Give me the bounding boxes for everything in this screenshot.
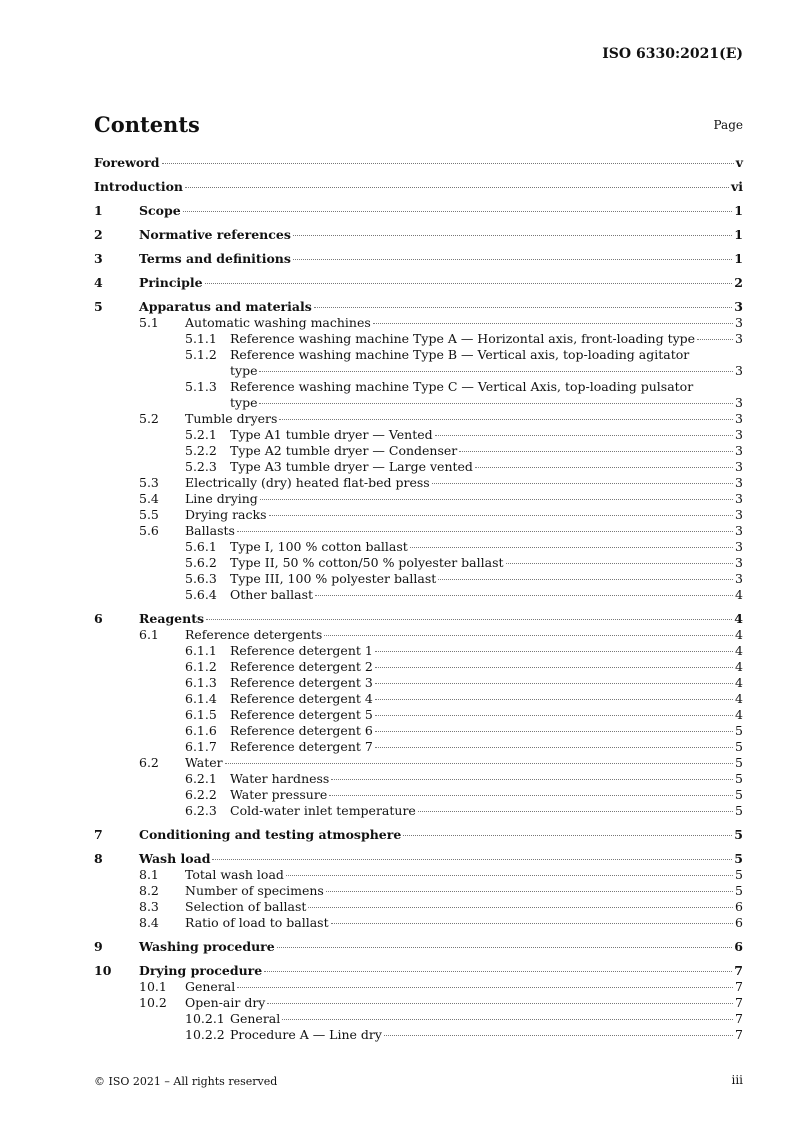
toc-entry-page: 4 bbox=[735, 587, 743, 602]
toc-entry-title: Wash load bbox=[139, 851, 211, 866]
table-of-contents bbox=[94, 155, 743, 1043]
toc-entry-title: Drying racks bbox=[185, 507, 267, 522]
toc-entry-title: Introduction bbox=[94, 179, 184, 194]
toc-entry-number: 3 bbox=[94, 251, 103, 266]
toc-entry-title: Reference detergents bbox=[185, 627, 323, 642]
dot-leader bbox=[267, 1003, 733, 1004]
toc-entry-number: 10.2.2 bbox=[185, 1027, 225, 1042]
toc-entry[interactable] bbox=[94, 331, 743, 347]
toc-entry-page: 5 bbox=[735, 723, 743, 738]
toc-entry-page: v bbox=[735, 155, 743, 170]
toc-entry[interactable] bbox=[94, 411, 743, 427]
dot-leader bbox=[308, 907, 733, 908]
toc-entry[interactable] bbox=[94, 347, 743, 379]
toc-entry-number: 4 bbox=[94, 275, 103, 290]
toc-entry-page: 7 bbox=[735, 979, 743, 994]
toc-entry-title: Normative references bbox=[139, 227, 291, 242]
toc-entry[interactable] bbox=[94, 771, 743, 787]
toc-entry-title: Foreword bbox=[94, 155, 160, 170]
toc-entry[interactable] bbox=[94, 379, 743, 411]
toc-entry-page: 4 bbox=[735, 659, 743, 674]
toc-entry-number: 5 bbox=[94, 299, 103, 314]
dot-leader bbox=[432, 483, 733, 484]
toc-entry-page: 5 bbox=[735, 771, 743, 786]
dot-leader bbox=[375, 699, 733, 700]
toc-entry-title: Water bbox=[185, 755, 223, 770]
toc-entry-number: 6.1.4 bbox=[185, 691, 217, 706]
toc-entry-number: 5.6.3 bbox=[185, 571, 217, 586]
toc-entry-title: Type I, 100 % cotton ballast bbox=[230, 539, 408, 554]
toc-entry-number: 5.2.1 bbox=[185, 427, 217, 442]
toc-entry-title: Reference washing machine Type C — Vertical Axis, top-loading pulsator bbox=[230, 379, 694, 394]
page-title: Contents bbox=[94, 112, 200, 137]
toc-entry-title: Conditioning and testing atmosphere bbox=[139, 827, 402, 842]
toc-entry-number: 1 bbox=[94, 203, 103, 218]
dot-leader bbox=[459, 451, 733, 452]
toc-entry-title: Reagents bbox=[139, 611, 205, 626]
dot-leader bbox=[260, 499, 733, 500]
toc-entry-page: 7 bbox=[734, 963, 743, 978]
toc-entry-title: Terms and definitions bbox=[139, 251, 291, 266]
toc-entry-title-continued: type bbox=[230, 363, 258, 378]
toc-entry-title-continued: type bbox=[230, 395, 258, 410]
toc-entry[interactable] bbox=[94, 803, 743, 819]
toc-entry-title: Principle bbox=[139, 275, 203, 290]
dot-leader bbox=[475, 467, 733, 468]
toc-entry-number: 5.3 bbox=[139, 475, 159, 490]
toc-entry[interactable] bbox=[94, 251, 743, 267]
toc-entry[interactable] bbox=[94, 443, 743, 459]
toc-entry[interactable] bbox=[94, 691, 743, 707]
toc-entry[interactable] bbox=[94, 275, 743, 291]
toc-entry-page: 5 bbox=[735, 883, 743, 898]
toc-entry[interactable] bbox=[94, 587, 743, 603]
toc-entry[interactable] bbox=[94, 899, 743, 915]
toc-entry-title: Reference detergent 1 bbox=[230, 643, 373, 658]
toc-entry-number: 5.1.3 bbox=[185, 379, 217, 394]
toc-entry-number: 5.2.2 bbox=[185, 443, 217, 458]
toc-entry-title: Apparatus and materials bbox=[139, 299, 312, 314]
page-column-label: Page bbox=[713, 118, 743, 132]
toc-entry[interactable] bbox=[94, 659, 743, 675]
toc-entry[interactable] bbox=[94, 475, 743, 491]
toc-entry-page: 6 bbox=[735, 915, 743, 930]
toc-entry-page: 2 bbox=[734, 275, 743, 290]
toc-entry-page: 4 bbox=[735, 643, 743, 658]
dot-leader bbox=[206, 619, 732, 620]
dot-leader bbox=[329, 795, 733, 796]
toc-entry-title: Type II, 50 % cotton/50 % polyester ballast bbox=[230, 555, 504, 570]
toc-entry-number: 5.4 bbox=[139, 491, 159, 506]
toc-entry[interactable] bbox=[94, 851, 743, 867]
toc-entry[interactable] bbox=[94, 427, 743, 443]
toc-entry-title: Ratio of load to ballast bbox=[185, 915, 329, 930]
toc-entry-number: 9 bbox=[94, 939, 103, 954]
toc-entry-number: 2 bbox=[94, 227, 103, 242]
toc-entry[interactable] bbox=[94, 883, 743, 899]
dot-leader bbox=[185, 187, 729, 188]
toc-entry[interactable] bbox=[94, 675, 743, 691]
toc-entry-number: 5.6.2 bbox=[185, 555, 217, 570]
dot-leader bbox=[277, 947, 733, 948]
toc-entry-title: Reference detergent 5 bbox=[230, 707, 373, 722]
toc-entry-number: 8.1 bbox=[139, 867, 159, 882]
toc-entry-page: 4 bbox=[735, 675, 743, 690]
toc-entry-page: 4 bbox=[735, 707, 743, 722]
toc-entry-page: 3 bbox=[735, 555, 743, 570]
toc-entry-title: General bbox=[185, 979, 236, 994]
toc-entry-page: 3 bbox=[735, 443, 743, 458]
dot-leader bbox=[282, 1019, 733, 1020]
toc-entry-title: Type A1 tumble dryer — Vented bbox=[230, 427, 433, 442]
toc-entry-title: Ballasts bbox=[185, 523, 235, 538]
dot-leader bbox=[326, 891, 733, 892]
dot-leader bbox=[438, 579, 733, 580]
dot-leader bbox=[269, 515, 734, 516]
toc-entry[interactable] bbox=[94, 507, 743, 523]
toc-entry[interactable] bbox=[94, 867, 743, 883]
toc-entry[interactable] bbox=[94, 155, 743, 171]
toc-entry[interactable] bbox=[94, 555, 743, 571]
toc-entry-number: 5.1 bbox=[139, 315, 159, 330]
toc-entry-page: 5 bbox=[735, 803, 743, 818]
toc-entry-page: 3 bbox=[735, 395, 743, 410]
toc-entry-title: Automatic washing machines bbox=[185, 315, 371, 330]
dot-leader bbox=[375, 667, 733, 668]
toc-entry-page: 1 bbox=[734, 203, 743, 218]
toc-entry-number: 5.6.4 bbox=[185, 587, 217, 602]
toc-entry[interactable] bbox=[94, 787, 743, 803]
toc-entry-number: 10.2.1 bbox=[185, 1011, 225, 1026]
toc-entry-page: 3 bbox=[735, 491, 743, 506]
dot-leader bbox=[293, 259, 732, 260]
toc-entry[interactable] bbox=[94, 203, 743, 219]
toc-entry[interactable] bbox=[94, 979, 743, 995]
dot-leader bbox=[315, 595, 733, 596]
dot-leader bbox=[286, 875, 733, 876]
toc-entry-number: 7 bbox=[94, 827, 103, 842]
dot-leader bbox=[237, 987, 733, 988]
toc-entry-page: 3 bbox=[735, 571, 743, 586]
toc-entry-page: vi bbox=[730, 179, 743, 194]
toc-entry-number: 8.2 bbox=[139, 883, 159, 898]
toc-entry-page: 5 bbox=[735, 787, 743, 802]
toc-entry[interactable] bbox=[94, 571, 743, 587]
toc-entry-page: 5 bbox=[735, 867, 743, 882]
dot-leader bbox=[205, 283, 733, 284]
toc-entry-title: Electrically (dry) heated flat-bed press bbox=[185, 475, 430, 490]
toc-entry-number: 6.1.1 bbox=[185, 643, 217, 658]
dot-leader bbox=[324, 635, 733, 636]
toc-entry[interactable] bbox=[94, 627, 743, 643]
toc-entry-page: 6 bbox=[734, 939, 743, 954]
toc-entry-page: 7 bbox=[735, 1027, 743, 1042]
toc-entry[interactable] bbox=[94, 739, 743, 755]
toc-entry-title: Type A3 tumble dryer — Large vented bbox=[230, 459, 473, 474]
toc-entry-title: Reference washing machine Type B — Vertical axis, top-loading agitator bbox=[230, 347, 690, 362]
dot-leader bbox=[237, 531, 733, 532]
dot-leader bbox=[212, 859, 732, 860]
toc-entry-title: Reference detergent 7 bbox=[230, 739, 373, 754]
toc-entry-title: Line drying bbox=[185, 491, 258, 506]
dot-leader bbox=[259, 403, 733, 404]
toc-entry-number: 6.1.2 bbox=[185, 659, 217, 674]
toc-entry-number: 6.1.3 bbox=[185, 675, 217, 690]
toc-entry[interactable] bbox=[94, 315, 743, 331]
toc-entry-number: 5.2 bbox=[139, 411, 159, 426]
toc-entry[interactable] bbox=[94, 611, 743, 627]
dot-leader bbox=[384, 1035, 733, 1036]
toc-entry-page: 4 bbox=[735, 627, 743, 642]
dot-leader bbox=[331, 923, 733, 924]
dot-leader bbox=[375, 715, 733, 716]
dot-leader bbox=[225, 763, 733, 764]
toc-entry-number: 5.2.3 bbox=[185, 459, 217, 474]
toc-entry-page: 4 bbox=[734, 611, 743, 626]
toc-entry[interactable] bbox=[94, 827, 743, 843]
toc-entry-page: 7 bbox=[735, 1011, 743, 1026]
dot-leader bbox=[331, 779, 733, 780]
dot-leader bbox=[375, 731, 733, 732]
copyright-notice: © ISO 2021 – All rights reserved bbox=[94, 1075, 278, 1088]
toc-entry-page: 3 bbox=[735, 363, 743, 378]
toc-entry[interactable] bbox=[94, 1011, 743, 1027]
dot-leader bbox=[314, 307, 733, 308]
page-number: iii bbox=[731, 1073, 743, 1087]
toc-entry-number: 5.1.1 bbox=[185, 331, 217, 346]
toc-entry-number: 8.4 bbox=[139, 915, 159, 930]
toc-entry-number: 6.2.3 bbox=[185, 803, 217, 818]
toc-entry-number: 6.1.7 bbox=[185, 739, 217, 754]
toc-entry-number: 8.3 bbox=[139, 899, 159, 914]
toc-entry-title: Water hardness bbox=[230, 771, 330, 786]
toc-entry[interactable] bbox=[94, 459, 743, 475]
toc-entry-number: 5.6.1 bbox=[185, 539, 217, 554]
toc-entry-title: Water pressure bbox=[230, 787, 328, 802]
toc-entry[interactable] bbox=[94, 179, 743, 195]
toc-entry[interactable] bbox=[94, 707, 743, 723]
toc-entry-number: 6.1.5 bbox=[185, 707, 217, 722]
toc-entry-page: 5 bbox=[735, 739, 743, 754]
dot-leader bbox=[375, 651, 733, 652]
toc-entry-page: 3 bbox=[735, 411, 743, 426]
toc-entry-title: Total wash load bbox=[185, 867, 284, 882]
toc-entry-number: 10.1 bbox=[139, 979, 167, 994]
toc-entry-number: 5.6 bbox=[139, 523, 159, 538]
toc-entry-number: 10.2 bbox=[139, 995, 167, 1010]
toc-entry-page: 3 bbox=[734, 299, 743, 314]
toc-entry-page: 1 bbox=[734, 251, 743, 266]
toc-entry-page: 3 bbox=[735, 331, 743, 346]
toc-entry[interactable] bbox=[94, 643, 743, 659]
toc-entry-page: 4 bbox=[735, 691, 743, 706]
dot-leader bbox=[259, 371, 733, 372]
toc-entry-number: 10 bbox=[94, 963, 112, 978]
toc-entry-title: Tumble dryers bbox=[185, 411, 278, 426]
dot-leader bbox=[410, 547, 733, 548]
toc-entry-title: Reference washing machine Type A — Horizontal axis, front-loading type bbox=[230, 331, 696, 346]
toc-entry-page: 1 bbox=[734, 227, 743, 242]
toc-entry[interactable] bbox=[94, 227, 743, 243]
dot-leader bbox=[375, 747, 733, 748]
toc-entry-page: 6 bbox=[735, 899, 743, 914]
toc-entry-page: 5 bbox=[734, 851, 743, 866]
toc-entry-number: 6.1.6 bbox=[185, 723, 217, 738]
dot-leader bbox=[375, 683, 733, 684]
toc-entry-number: 6 bbox=[94, 611, 103, 626]
toc-entry-page: 5 bbox=[734, 827, 743, 842]
toc-entry-title: Washing procedure bbox=[139, 939, 275, 954]
toc-entry[interactable] bbox=[94, 491, 743, 507]
toc-entry-page: 3 bbox=[735, 539, 743, 554]
dot-leader bbox=[403, 835, 732, 836]
toc-entry[interactable] bbox=[94, 963, 743, 979]
toc-entry-number: 6.2 bbox=[139, 755, 159, 770]
toc-entry-number: 8 bbox=[94, 851, 103, 866]
toc-entry-page: 3 bbox=[735, 459, 743, 474]
toc-entry-number: 6.1 bbox=[139, 627, 159, 642]
toc-entry-title: Cold-water inlet temperature bbox=[230, 803, 416, 818]
toc-entry[interactable] bbox=[94, 523, 743, 539]
toc-entry-title: Reference detergent 4 bbox=[230, 691, 373, 706]
toc-entry[interactable] bbox=[94, 1027, 743, 1043]
toc-entry-page: 3 bbox=[735, 475, 743, 490]
toc-entry-page: 7 bbox=[735, 995, 743, 1010]
toc-entry-title: Open-air dry bbox=[185, 995, 266, 1010]
toc-entry-page: 5 bbox=[735, 755, 743, 770]
toc-entry[interactable] bbox=[94, 539, 743, 555]
toc-entry-title: Selection of ballast bbox=[185, 899, 307, 914]
dot-leader bbox=[264, 971, 732, 972]
toc-entry-number: 5.5 bbox=[139, 507, 159, 522]
toc-entry[interactable] bbox=[94, 723, 743, 739]
dot-leader bbox=[697, 339, 733, 340]
toc-entry-number: 6.2.1 bbox=[185, 771, 217, 786]
toc-entry-title: Scope bbox=[139, 203, 181, 218]
dot-leader bbox=[162, 163, 734, 164]
toc-entry-title: Drying procedure bbox=[139, 963, 263, 978]
dot-leader bbox=[183, 211, 733, 212]
toc-entry-number: 6.2.2 bbox=[185, 787, 217, 802]
toc-entry-title: Type III, 100 % polyester ballast bbox=[230, 571, 437, 586]
toc-entry-number: 5.1.2 bbox=[185, 347, 217, 362]
toc-entry-title: Procedure A — Line dry bbox=[230, 1027, 382, 1042]
dot-leader bbox=[435, 435, 733, 436]
toc-entry-title: Reference detergent 3 bbox=[230, 675, 373, 690]
dot-leader bbox=[279, 419, 733, 420]
toc-entry-page: 3 bbox=[735, 427, 743, 442]
toc-entry[interactable] bbox=[94, 915, 743, 931]
toc-entry[interactable] bbox=[94, 939, 743, 955]
toc-entry-title: Number of specimens bbox=[185, 883, 324, 898]
toc-entry-page: 3 bbox=[735, 507, 743, 522]
toc-entry-title: General bbox=[230, 1011, 281, 1026]
dot-leader bbox=[293, 235, 732, 236]
toc-entry-page: 3 bbox=[735, 523, 743, 538]
dot-leader bbox=[418, 811, 733, 812]
dot-leader bbox=[373, 323, 733, 324]
document-id: ISO 6330:2021(E) bbox=[602, 46, 743, 62]
toc-entry[interactable] bbox=[94, 995, 743, 1011]
toc-entry[interactable] bbox=[94, 299, 743, 315]
toc-entry[interactable] bbox=[94, 755, 743, 771]
toc-entry-title: Reference detergent 6 bbox=[230, 723, 373, 738]
dot-leader bbox=[506, 563, 734, 564]
toc-entry-page: 3 bbox=[735, 315, 743, 330]
toc-entry-title: Other ballast bbox=[230, 587, 314, 602]
toc-entry-title: Type A2 tumble dryer — Condenser bbox=[230, 443, 458, 458]
toc-entry-title: Reference detergent 2 bbox=[230, 659, 373, 674]
